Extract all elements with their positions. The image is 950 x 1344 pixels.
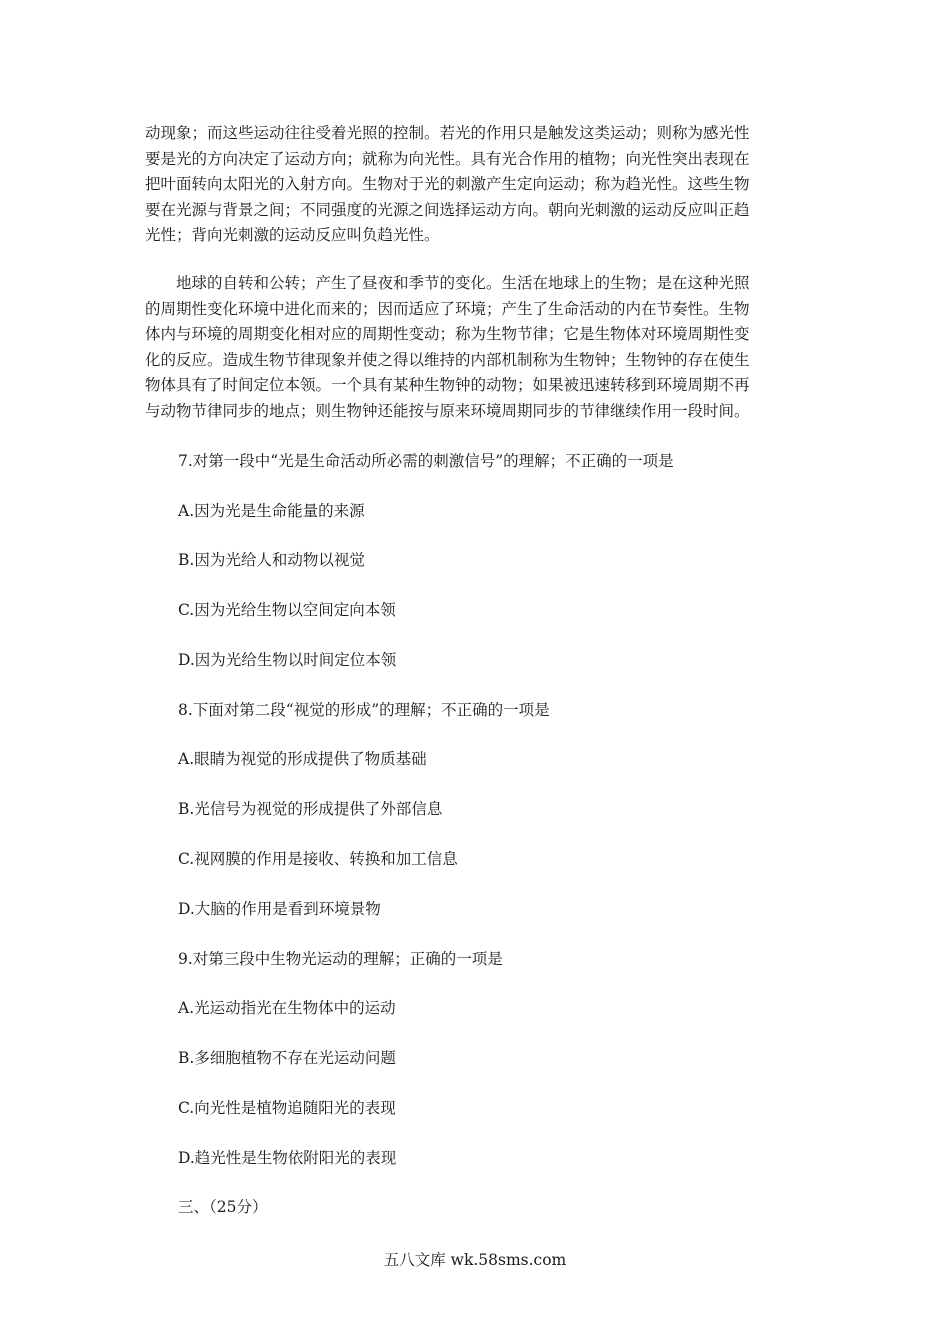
paragraph-line: 物体具有了时间定位本领。一个具有某种生物钟的动物；如果被迅速转移到环境周期不再 bbox=[145, 376, 750, 394]
question-7-option-c: C.因为光给生物以空间定向本领 bbox=[178, 601, 396, 619]
page-footer: 五八文库 wk.58sms.com bbox=[383, 1251, 567, 1269]
paragraph-biorhythm bbox=[145, 271, 810, 424]
paragraph-line: 把叶面转向太阳光的入射方向。生物对于光的刺激产生定向运动；称为趋光性。这些生物 bbox=[145, 175, 750, 193]
paragraph-line: 化的反应。造成生物节律现象并使之得以维持的内部机制称为生物钟；生物钟的存在使生 bbox=[145, 350, 750, 369]
question-7-option-a: A.因为光是生命能量的来源 bbox=[178, 502, 365, 520]
question-8-option-d: D.大脑的作用是看到环境景物 bbox=[178, 900, 381, 918]
paragraph-phototaxis bbox=[145, 121, 810, 249]
question-9-option-d: D.趋光性是生物依附阳光的表现 bbox=[178, 1149, 397, 1167]
paragraph-line: 地球的自转和公转；产生了昼夜和季节的变化。生活在地球上的生物；是在这种光照 bbox=[145, 274, 750, 292]
question-7-stem: 7.对第一段中“光是生命活动所必需的刺激信号”的理解；不正确的一项是 bbox=[178, 452, 674, 470]
question-9-stem: 9.对第三段中生物光运动的理解；正确的一项是 bbox=[178, 950, 503, 968]
question-9-option-a: A.光运动指光在生物体中的运动 bbox=[178, 999, 396, 1017]
paragraph-line: 体内与环境的周期变化相对应的周期性变动；称为生物节律；它是生物体对环境周期性变 bbox=[145, 325, 750, 343]
section-heading: 三、（25分） bbox=[178, 1198, 268, 1216]
question-9-option-b: B.多细胞植物不存在光运动问题 bbox=[178, 1049, 396, 1067]
question-7-option-b: B.因为光给人和动物以视觉 bbox=[178, 551, 365, 569]
paragraph-line: 光性；背向光刺激的运动反应叫负趋光性。 bbox=[145, 226, 440, 244]
question-8-option-a: A.眼睛为视觉的形成提供了物质基础 bbox=[178, 750, 427, 768]
paragraph-line: 动现象；而这些运动往往受着光照的控制。若光的作用只是触发这类运动；则称为感光性 bbox=[145, 124, 750, 142]
question-8-option-c: C.视网膜的作用是接收、转换和加工信息 bbox=[178, 850, 458, 868]
paragraph-line: 要在光源与背景之间；不同强度的光源之间选择运动方向。朝向光刺激的运动反应叫正趋 bbox=[145, 200, 750, 219]
question-8-option-b: B.光信号为视觉的形成提供了外部信息 bbox=[178, 800, 443, 818]
question-9-option-c: C.向光性是植物追随阳光的表现 bbox=[178, 1099, 396, 1117]
paragraph-line: 要是光的方向决定了运动方向；就称为向光性。具有光合作用的植物；向光性突出表现在 bbox=[145, 149, 750, 168]
question-8-stem: 8.下面对第二段“视觉的形成”的理解；不正确的一项是 bbox=[178, 701, 550, 719]
paragraph-line: 的周期性变化环境中进化而来的；因而适应了环境；产生了生命活动的内在节奏性。生物 bbox=[145, 299, 750, 318]
question-7-option-d: D.因为光给生物以时间定位本领 bbox=[178, 651, 397, 669]
paragraph-line: 与动物节律同步的地点；则生物钟还能按与原来环境周期同步的节律继续作用一段时间。 bbox=[145, 401, 750, 420]
